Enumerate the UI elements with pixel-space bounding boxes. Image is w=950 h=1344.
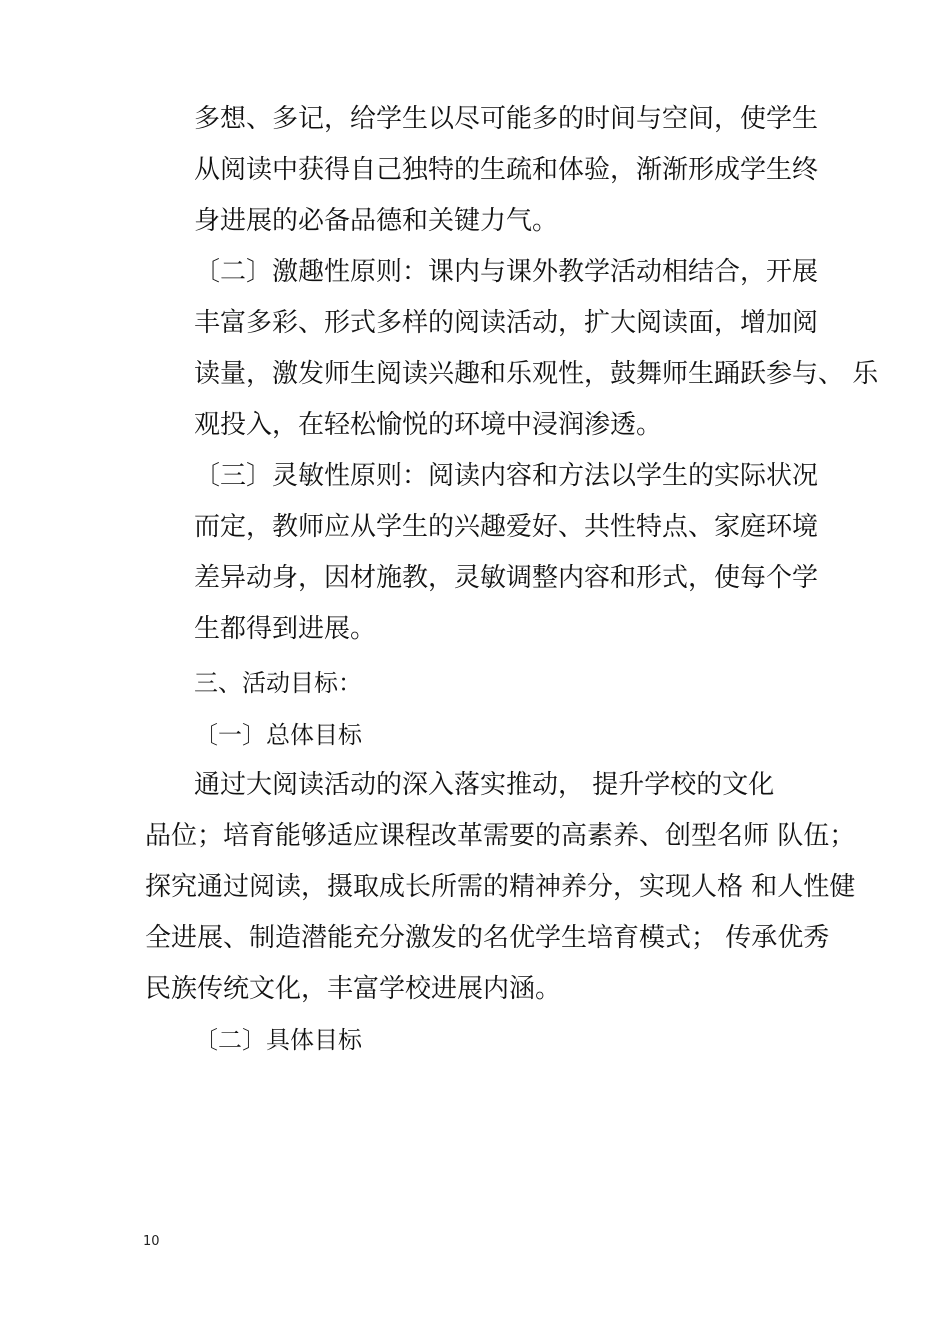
subheading-overall-goal: 〔一〕总体目标 [194, 721, 362, 749]
paragraph-line: 读量，激发师生阅读兴趣和乐观性，鼓舞师生踊跃参与、 乐 [194, 359, 879, 389]
paragraph-line: 丰富多彩、形式多样的阅读活动，扩大阅读面，增加阅 [194, 308, 819, 338]
page-number: 10 [143, 1234, 160, 1249]
paragraph-line: 〔三〕灵敏性原则：阅读内容和方法以学生的实际状况 [194, 461, 819, 491]
paragraph-line: 从阅读中获得自己独特的生疏和体验，渐渐形成学生终 [194, 155, 819, 185]
paragraph-line: 品位；培育能够适应课程改革需要的高素养、创型名师 队伍； [145, 821, 856, 851]
paragraph-line: 通过大阅读活动的深入落实推动， 提升学校的文化 [194, 770, 775, 800]
paragraph-line: 民族传统文化，丰富学校进展内涵。 [145, 974, 562, 1004]
paragraph-line: 探究通过阅读，摄取成长所需的精神养分，实现人格 和人性健 [145, 872, 856, 902]
paragraph-line: 观投入，在轻松愉悦的环境中浸润渗透。 [194, 410, 663, 440]
paragraph-line: 差异动身，因材施教，灵敏调整内容和形式，使每个学 [194, 563, 819, 593]
paragraph-line: 而定，教师应从学生的兴趣爱好、共性特点、家庭环境 [194, 512, 819, 542]
paragraph-line: 生都得到进展。 [194, 614, 377, 644]
paragraph-line: 〔二〕激趣性原则：课内与课外教学活动相结合，开展 [194, 257, 819, 287]
subheading-specific-goal: 〔二〕具体目标 [194, 1026, 362, 1054]
paragraph-line: 身进展的必备品德和关键力气。 [194, 206, 559, 236]
paragraph-line: 多想、多记，给学生以尽可能多的时间与空间，使学生 [194, 104, 819, 134]
section-heading: 三、活动目标： [194, 669, 362, 697]
paragraph-line: 全进展、制造潜能充分激发的名优学生培育模式； 传承优秀 [145, 923, 830, 953]
